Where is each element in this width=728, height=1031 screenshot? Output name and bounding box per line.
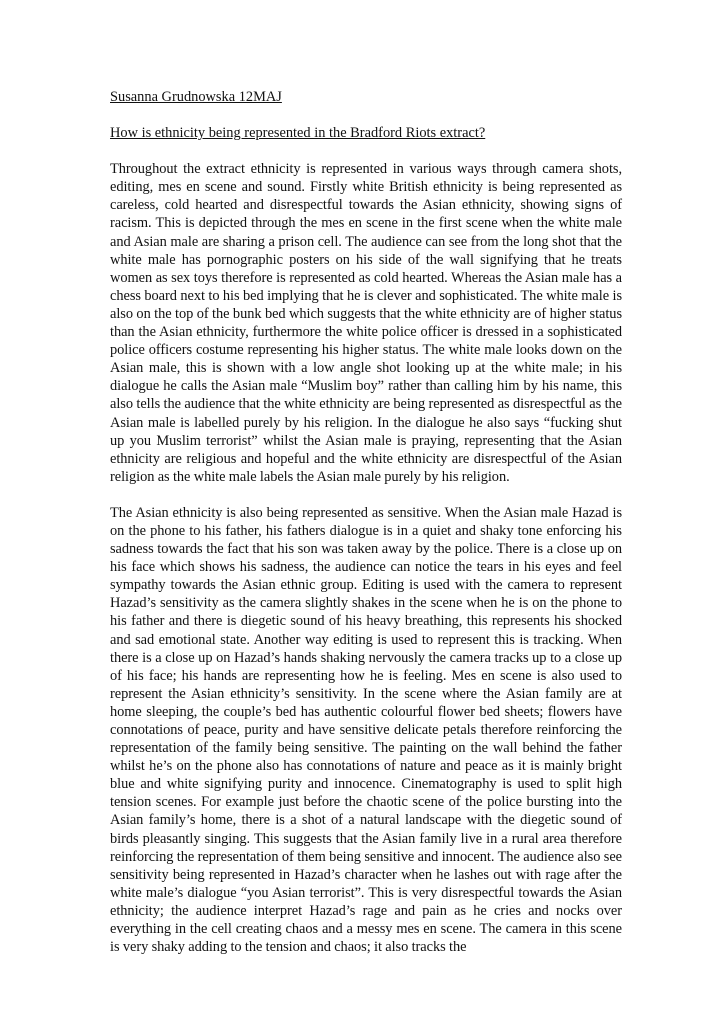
author-line: Susanna Grudnowska 12MAJ — [110, 89, 282, 105]
paragraph-1: Throughout the extract ethnicity is represented in various ways through camera shots, editing, mes en scene and sound. Firstly white British ethnicity is being represented as careless, cold hearted and disrespectful towards the Asian ethnicity, showing signs of racism. This is depicted through the mes en scene in the first scene when the white male and Asian male are sharing a prison cell. The audience can see from the long shot that the white male has pornographic posters on his side of the wall signifying that he treats women as sex toys therefore is represented as cold hearted. Whereas the Asian male has a chess board next to his bed implying that he is clever and sophisticated. The white male is also on the top of the bunk bed which suggests that the white ethnicity are of higher status than the Asian ethnicity, furthermore the white police officer is dressed in a sophisticated police officers costume representing his higher status. The white male looks down on the Asian male, this is shown with a low angle shot looking up at the white male; in his dialogue he calls the Asian male “Muslim boy” rather than calling him by his name, this also tells the audience that the white ethnicity are being represented as disrespectful as the Asian male is labelled purely by his religion. In the dialogue he also says “fucking shut up you Muslim terrorist” whilst the Asian male is praying, representing that the Asian ethnicity are religious and hopeful and the white ethnicity are disrespectful of the Asian religion as the white male labels the Asian male purely by his religion. — [110, 161, 622, 485]
essay-question: How is ethnicity being represented in the Bradford Riots extract? — [110, 125, 486, 142]
document-page — [110, 88, 622, 974]
paragraph-2: The Asian ethnicity is also being represented as sensitive. When the Asian male Hazad is on the phone to his father, his fathers dialogue is in a quiet and shaky tone enforcing his sadness towards the fact that his son was taken away by the police. There is a close up on his face which shows his sadness, the audience can notice the tears in his eyes and feel sympathy towards the Asian ethnic group. Editing is used with the camera to represent Hazad’s sensitivity as the camera slightly shakes in the scene when he is on the phone to his father and there is diegetic sound of his heavy breathing, this represents his shocked and sad emotional state. Another way editing is used to represent this is tracking. When there is a close up on Hazad’s hands shaking nervously the camera tracks up to a close up of his face; his hands are representing how he is feeling. Mes en scene is also used to represent the Asian ethnicity’s sensitivity. In the scene where the Asian family are at home sleeping, the couple’s bed has authentic colourful flower bed sheets; flowers have connotations of peace, purity and have sensitive delicate petals therefore reinforcing the representation of the family being sensitive. The painting on the wall behind the father whilst he’s on the phone also has connotations of nature and peace as it is mainly bright blue and white signifying purity and innocence. Cinematography is used to split high tension scenes. For example just before the chaotic scene of the police bursting into the Asian family’s home, there is a shot of a natural landscape with the diegetic sound of birds pleasantly singing. This suggests that the Asian family live in a rural area therefore reinforcing the representation of them being sensitive and innocent. The audience also see sensitivity being represented in Hazad’s character when he lashes out with rage after the white male’s dialogue “you Asian terrorist”. This is very disrespectful towards the Asian ethnicity; the audience interpret Hazad’s rage and pain as he cries and nocks over everything in the cell creating chaos and a messy mes en scene. The camera in this scene is very shaky adding to the tension and chaos; it also tracks the — [110, 504, 622, 956]
